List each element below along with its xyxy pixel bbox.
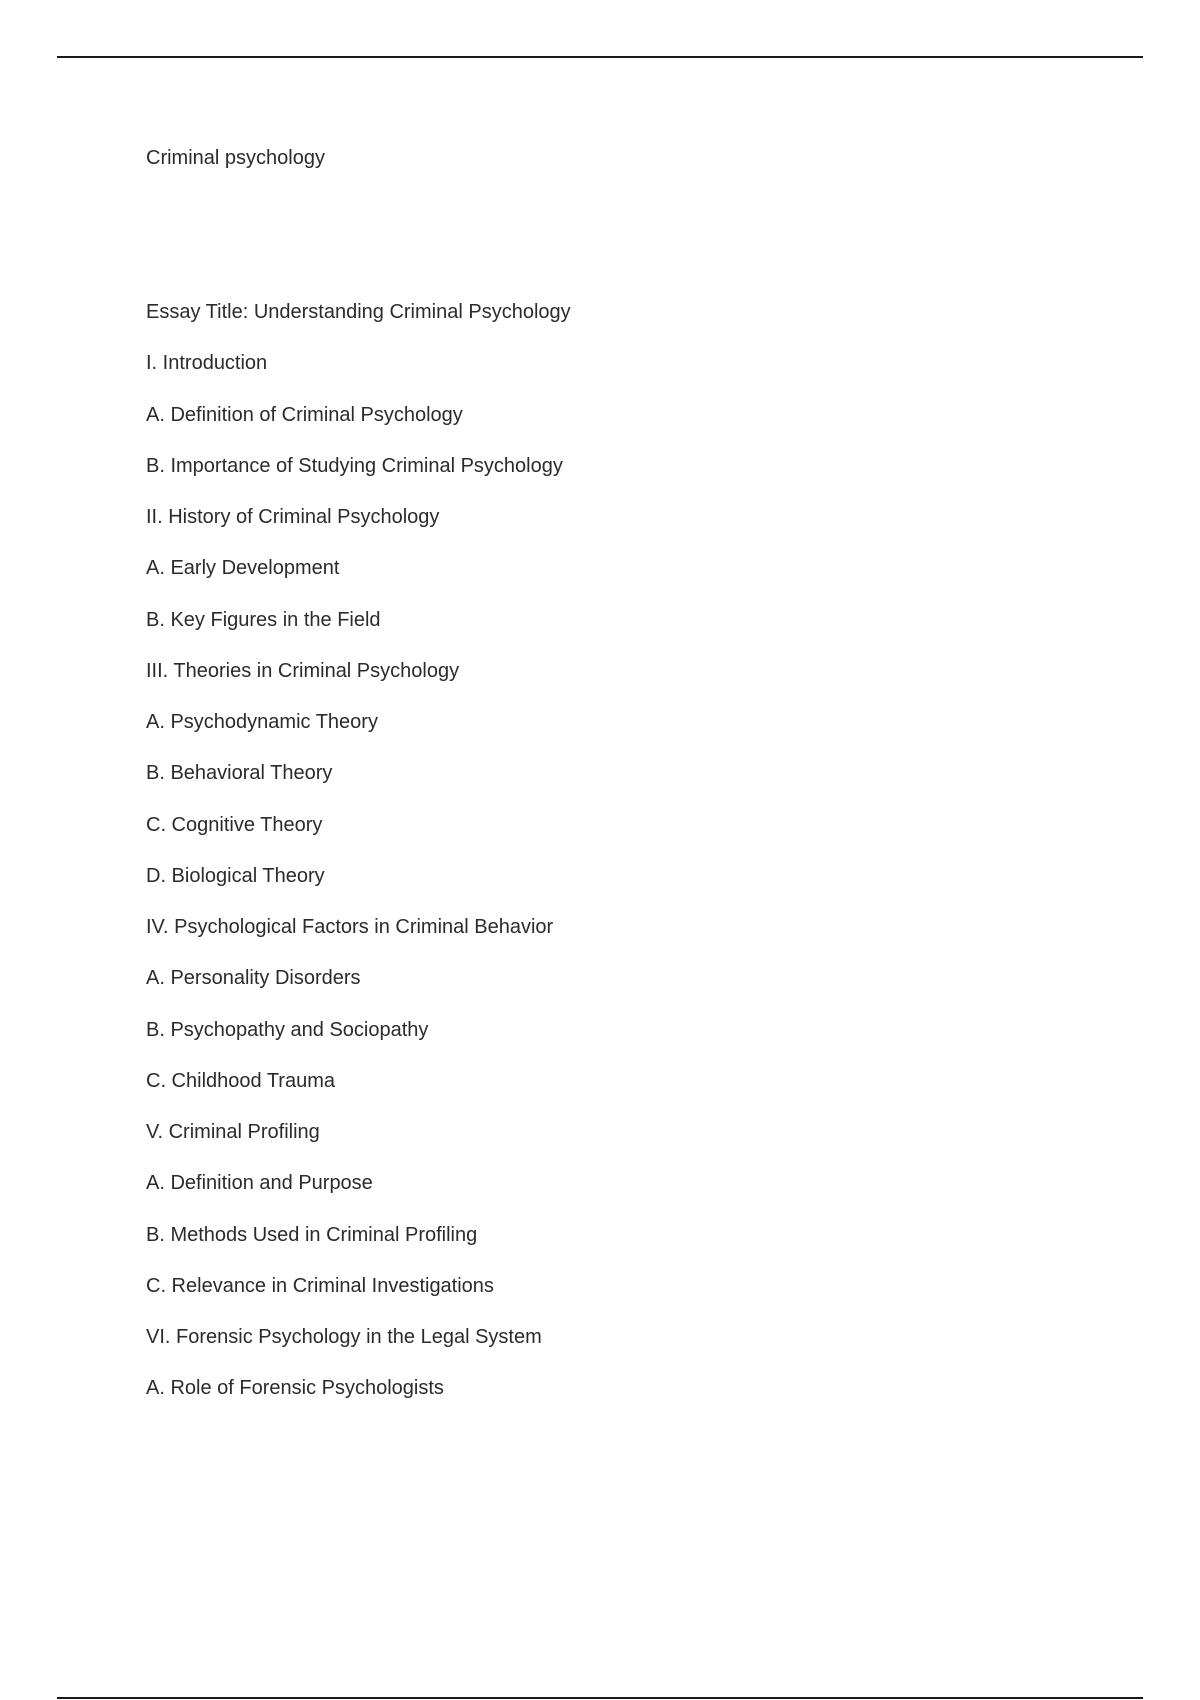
outline-item: B. Importance of Studying Criminal Psychology [146, 454, 563, 477]
outline-item: A. Personality Disorders [146, 967, 361, 990]
outline-item: B. Key Figures in the Field [146, 608, 381, 631]
essay-outline [146, 300, 571, 1428]
outline-item: IV. Psychological Factors in Criminal Behavior [146, 916, 554, 938]
outline-item: B. Methods Used in Criminal Profiling [146, 1223, 478, 1246]
outline-item: III. Theories in Criminal Psychology [146, 659, 460, 682]
outline-item: C. Relevance in Criminal Investigations [146, 1274, 494, 1297]
header-rule [57, 56, 1143, 58]
outline-item: II. History of Criminal Psychology [146, 506, 440, 528]
outline-item: A. Early Development [146, 557, 340, 580]
outline-item: B. Psychopathy and Sociopathy [146, 1018, 429, 1041]
outline-item: C. Childhood Trauma [146, 1069, 335, 1092]
outline-item: B. Behavioral Theory [146, 762, 333, 785]
outline-item: A. Definition of Criminal Psychology [146, 403, 463, 426]
document-title: Criminal psychology [146, 147, 325, 169]
outline-item: A. Role of Forensic Psychologists [146, 1377, 444, 1400]
outline-item: C. Cognitive Theory [146, 813, 323, 836]
outline-item: D. Biological Theory [146, 864, 325, 887]
outline-item: VI. Forensic Psychology in the Legal System [146, 1326, 542, 1348]
outline-item: V. Criminal Profiling [146, 1121, 320, 1143]
outline-item: A. Psychodynamic Theory [146, 711, 378, 733]
essay-title-line: Essay Title: Understanding Criminal Psychology [146, 301, 571, 323]
outline-item: A. Definition and Purpose [146, 1172, 373, 1195]
footer-rule [57, 1697, 1143, 1699]
outline-item: I. Introduction [146, 352, 268, 375]
